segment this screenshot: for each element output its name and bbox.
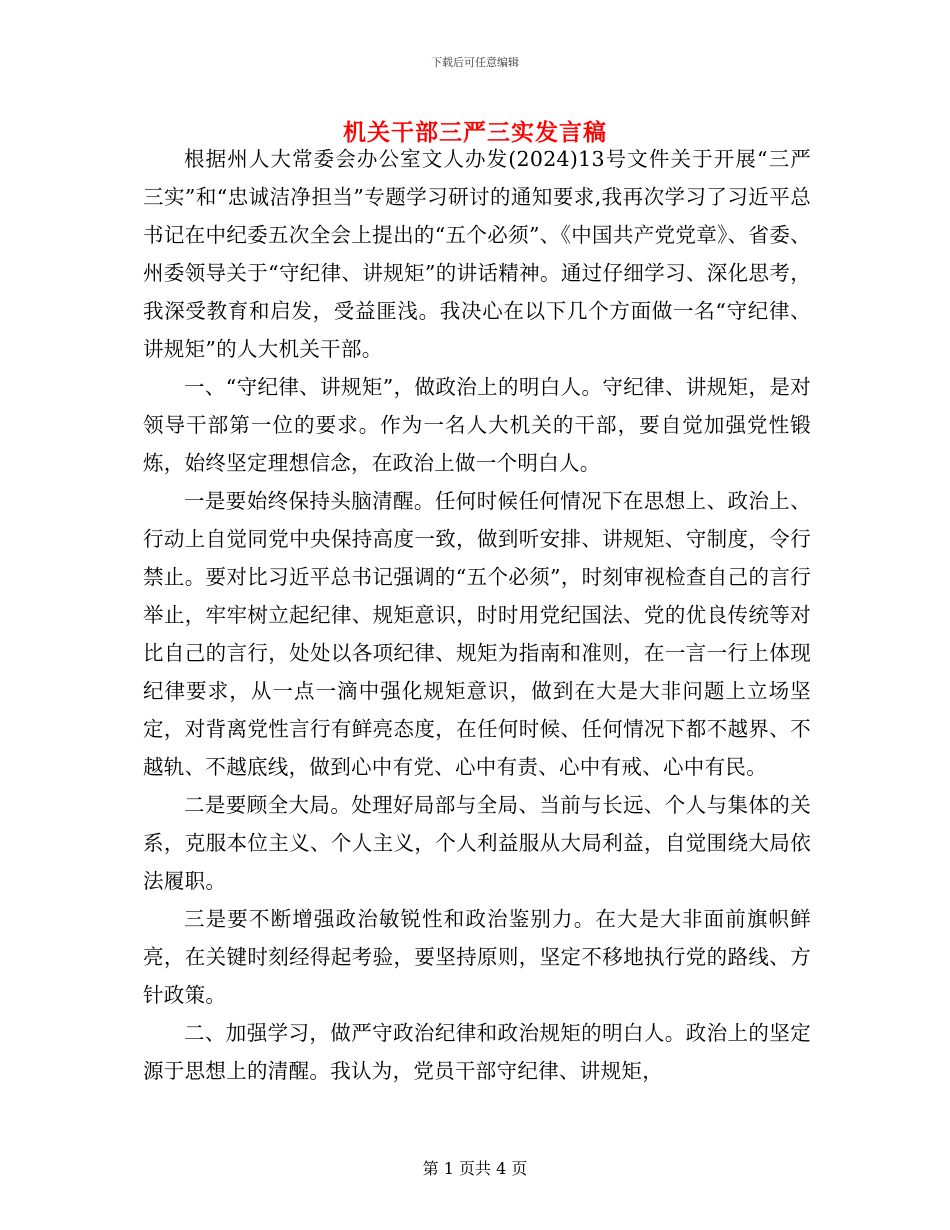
header-note: 下载后可任意编辑 (431, 56, 519, 69)
page-footer: 第 1 页共 4 页 (422, 1159, 528, 1178)
document-body (143, 140, 811, 1090)
document-title: 机关干部三严三实发言稿 (343, 119, 607, 146)
paragraph-point-2: 二是要顾全大局。处理好局部与全局、当前与长远、个人与集体的关系，克服本位主义、个人主义，个人利益服从大局利益，自觉围绕大局依法履职。 (143, 793, 811, 893)
paragraph-section-1: 一、“守纪律、讲规矩”，做政治上的明白人。守纪律、讲规矩，是对领导干部第一位的要求。作为一名人大机关的干部，要自觉加强党性锻炼，始终坚定理想信念，在政治上做一个明白人。 (143, 375, 811, 475)
paragraph-point-1: 一是要始终保持头脑清醒。任何时候任何情况下在思想上、政治上、行动上自觉同党中央保持高度一致，做到听安排、讲规矩、守制度，令行禁止。要对比习近平总书记强调的“五个必须”，时刻审视检查自己的言行举止，牢牢树立起纪律、规矩意识，时时用党纪国法、党的优良传统等对比自己的言行，处处以各项纪律、规矩为指南和准则，在一言一行上体现纪律要求，从一点一滴中强化规矩意识，做到在大是大非问题上立场坚定，对背离党性言行有鲜亮态度，在任何时候、任何情况下都不越界、不越轨、不越底线，做到心中有党、心中有责、心中有戒、心中有民。 (143, 489, 811, 779)
paragraph-section-2: 二、加强学习，做严守政治纪律和政治规矩的明白人。政治上的坚定源于思想上的清醒。我认为，党员干部守纪律、讲规矩， (143, 1021, 811, 1083)
paragraph-intro: 根据州人大常委会办公室文人办发(2024)13号文件关于开展“三严三实”和“忠诚洁净担当”专题学习研讨的通知要求,我再次学习了习近平总书记在中纪委五次全会上提出的“五个必须”、《中国共产党党章》、省委、州委领导关于“守纪律、讲规矩”的讲话精神。通过仔细学习、深化思考，我深受教育和启发，受益匪浅。我决心在以下几个方面做一名“守纪律、讲规矩”的人大机关干部。 (143, 147, 811, 361)
paragraph-point-3: 三是要不断增强政治敏锐性和政治鉴别力。在大是大非面前旗帜鲜亮，在关键时刻经得起考验，要坚持原则，坚定不移地执行党的路线、方针政策。 (143, 907, 811, 1007)
